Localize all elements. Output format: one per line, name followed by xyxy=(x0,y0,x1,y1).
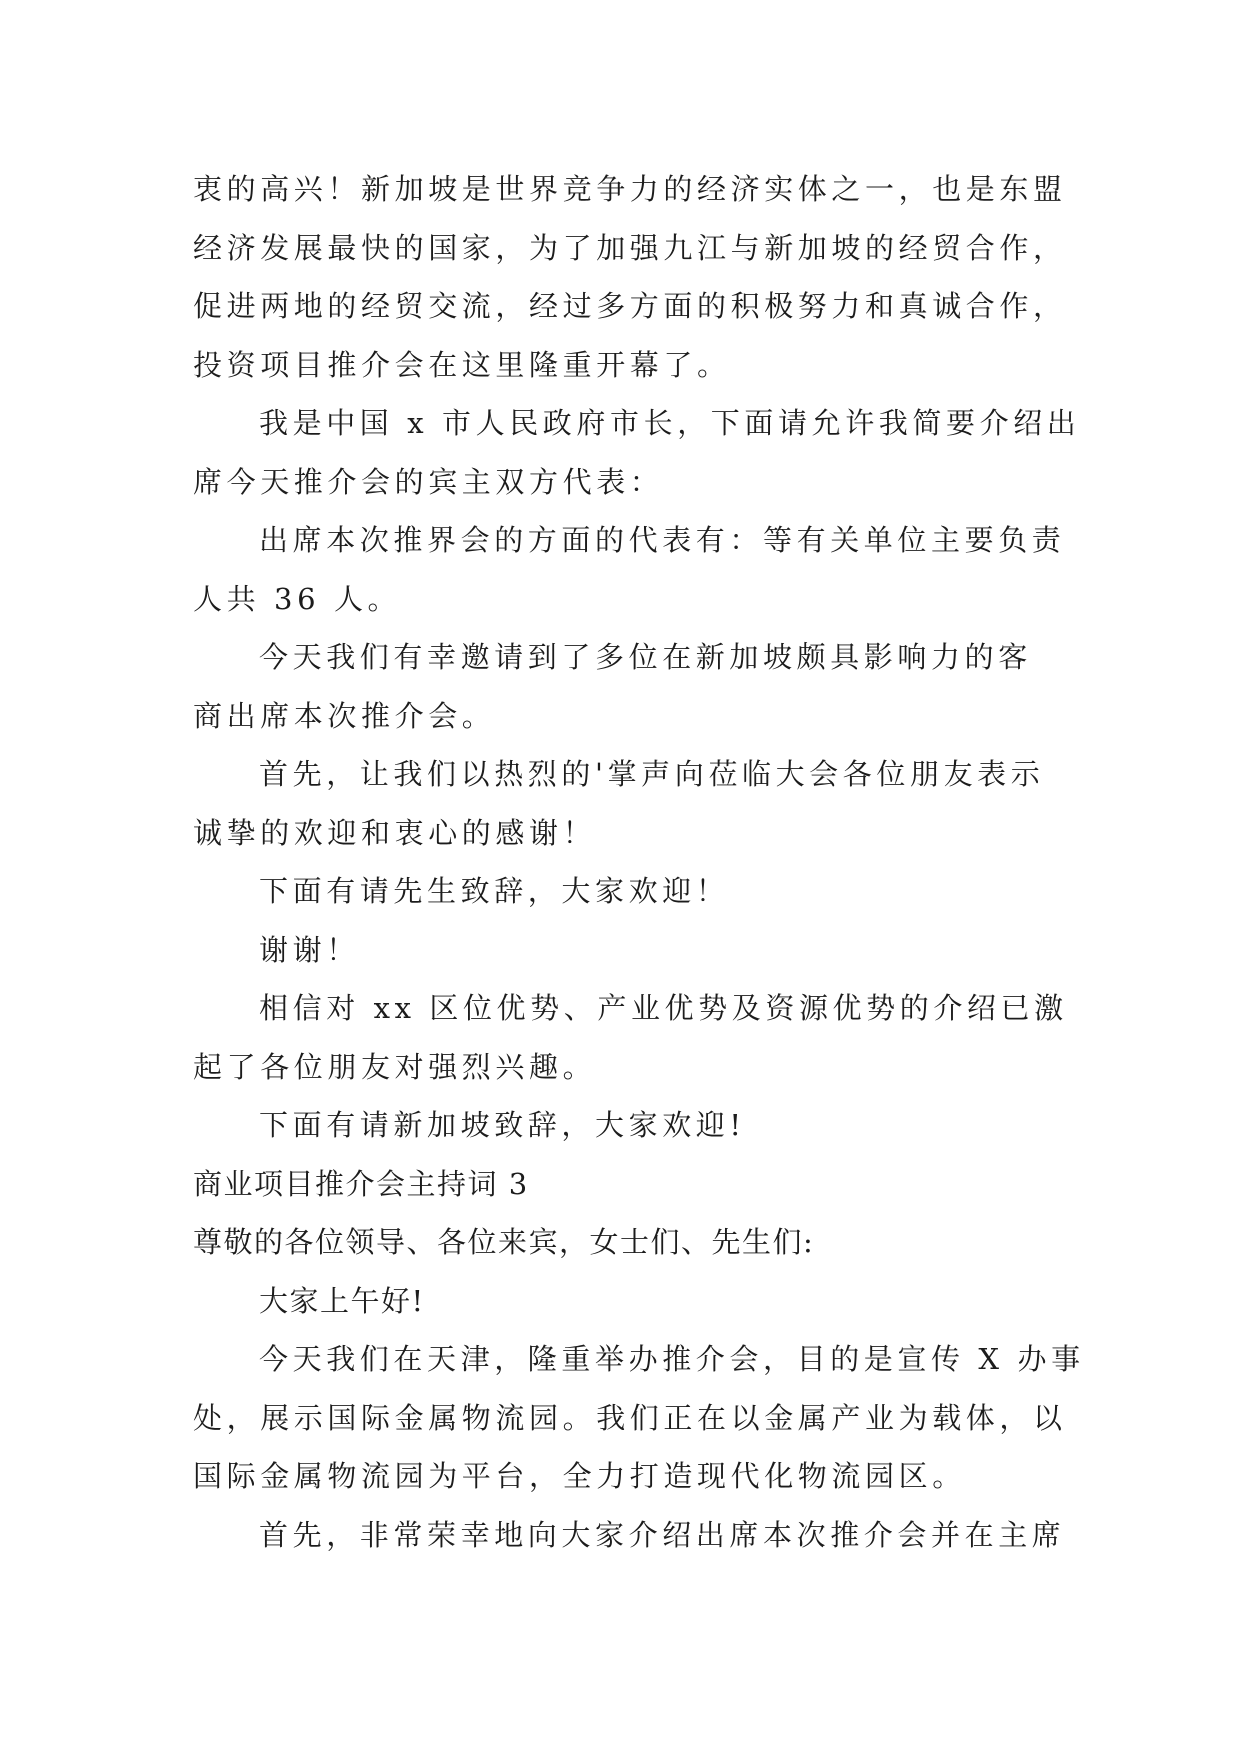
text-line: 我是中国 x 市人民政府市长，下面请允许我简要介绍出 xyxy=(259,406,1081,440)
text-line: 尊敬的各位领导、各位来宾，女士们、先生们: xyxy=(193,1225,815,1259)
text-line: 人共 36 人。 xyxy=(193,581,402,616)
text-line: 衷的高兴！新加坡是世界竞争力的经济实体之一，也是东盟 xyxy=(193,172,1067,206)
text-line: 出席本次推界会的方面的代表有：等有关单位主要负责 xyxy=(259,523,1066,557)
section-heading: 商业项目推介会主持词 3 xyxy=(193,1166,529,1201)
text-line: 今天我们有幸邀请到了多位在新加坡颇具影响力的客 xyxy=(259,640,1032,674)
text-line: 席今天推介会的宾主双方代表： xyxy=(193,464,664,499)
text-line: 大家上午好! xyxy=(259,1283,425,1318)
document-body xyxy=(193,160,1085,1564)
text-line: 投资项目推介会在这里隆重开幕了。 xyxy=(193,347,731,382)
text-line: 下面有请新加坡致辞，大家欢迎! xyxy=(259,1108,746,1142)
text-line: 处，展示国际金属物流园。我们正在以金属产业为载体，以 xyxy=(193,1400,1067,1435)
text-line: 起了各位朋友对强烈兴趣。 xyxy=(193,1049,597,1084)
text-line: 诚挚的欢迎和衷心的感谢！ xyxy=(193,815,597,850)
text-line: 经济发展最快的国家，为了加强九江与新加坡的经贸合作， xyxy=(193,230,1067,265)
text-line: 国际金属物流园为平台，全力打造现代化物流园区。 xyxy=(193,1459,966,1493)
text-line: 首先，非常荣幸地向大家介绍出席本次推介会并在主席 xyxy=(259,1517,1066,1552)
text-line: 相信对 xx 区位优势、产业优势及资源优势的介绍已激 xyxy=(259,991,1068,1025)
text-line: 今天我们在天津，隆重举办推介会，目的是宣传 X 办事 xyxy=(259,1342,1085,1376)
text-line: 商出席本次推介会。 xyxy=(193,698,496,733)
text-line: 谢谢！ xyxy=(259,932,360,967)
text-line: 促进两地的经贸交流，经过多方面的积极努力和真诚合作， xyxy=(193,289,1067,323)
text-line: 下面有请先生致辞，大家欢迎！ xyxy=(259,874,730,908)
text-line: 首先，让我们以热烈的'掌声向莅临大会各位朋友表示 xyxy=(259,757,1045,791)
